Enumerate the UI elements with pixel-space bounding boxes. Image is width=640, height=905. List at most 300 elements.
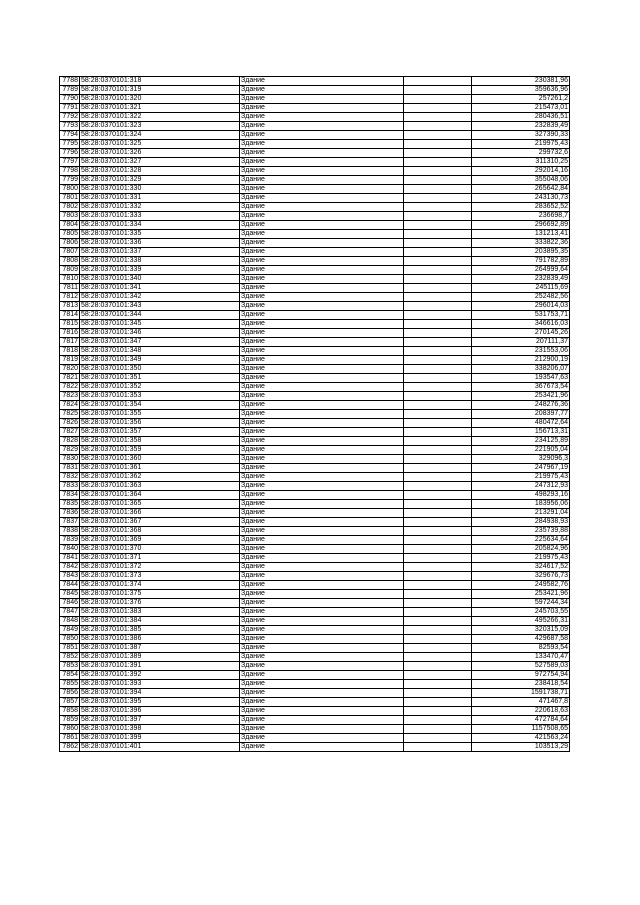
table-row xyxy=(60,158,570,167)
object-type: Здание xyxy=(240,590,404,599)
table-row xyxy=(60,509,570,518)
empty-cell xyxy=(404,212,472,221)
empty-cell xyxy=(404,374,472,383)
row-number: 7840 xyxy=(60,545,80,554)
cadastral-value: 972754,94 xyxy=(472,671,570,680)
row-number: 7836 xyxy=(60,509,80,518)
row-number: 7799 xyxy=(60,176,80,185)
table-row xyxy=(60,527,570,536)
table-row xyxy=(60,725,570,734)
cadastral-number: 58:28:0370101:368 xyxy=(80,527,240,536)
table-body xyxy=(60,77,570,752)
object-type: Здание xyxy=(240,221,404,230)
row-number: 7806 xyxy=(60,239,80,248)
cadastral-value: 219975,43 xyxy=(472,140,570,149)
table-row xyxy=(60,365,570,374)
cadastral-value: 212900,19 xyxy=(472,356,570,365)
table-row xyxy=(60,383,570,392)
row-number: 7824 xyxy=(60,401,80,410)
empty-cell xyxy=(404,653,472,662)
empty-cell xyxy=(404,617,472,626)
empty-cell xyxy=(404,707,472,716)
object-type: Здание xyxy=(240,257,404,266)
table-row xyxy=(60,581,570,590)
cadastral-table xyxy=(59,76,570,752)
cadastral-value: 257261,2 xyxy=(472,95,570,104)
cadastral-number: 58:28:0370101:356 xyxy=(80,419,240,428)
cadastral-number: 58:28:0370101:392 xyxy=(80,671,240,680)
cadastral-number: 58:28:0370101:363 xyxy=(80,482,240,491)
empty-cell xyxy=(404,581,472,590)
object-type: Здание xyxy=(240,275,404,284)
table-row xyxy=(60,473,570,482)
empty-cell xyxy=(404,509,472,518)
cadastral-number: 58:28:0370101:364 xyxy=(80,491,240,500)
cadastral-number: 58:28:0370101:331 xyxy=(80,194,240,203)
row-number: 7860 xyxy=(60,725,80,734)
row-number: 7845 xyxy=(60,590,80,599)
cadastral-value: 247967,19 xyxy=(472,464,570,473)
table-row xyxy=(60,455,570,464)
cadastral-value: 103513,29 xyxy=(472,743,570,752)
row-number: 7795 xyxy=(60,140,80,149)
row-number: 7810 xyxy=(60,275,80,284)
row-number: 7833 xyxy=(60,482,80,491)
cadastral-number: 58:28:0370101:396 xyxy=(80,707,240,716)
empty-cell xyxy=(404,149,472,158)
row-number: 7809 xyxy=(60,266,80,275)
cadastral-number: 58:28:0370101:391 xyxy=(80,662,240,671)
object-type: Здание xyxy=(240,509,404,518)
cadastral-value: 471467,8 xyxy=(472,698,570,707)
empty-cell xyxy=(404,626,472,635)
row-number: 7796 xyxy=(60,149,80,158)
cadastral-number: 58:28:0370101:323 xyxy=(80,122,240,131)
table-row xyxy=(60,266,570,275)
empty-cell xyxy=(404,329,472,338)
table-row xyxy=(60,707,570,716)
object-type: Здание xyxy=(240,401,404,410)
cadastral-number: 58:28:0370101:327 xyxy=(80,158,240,167)
table-row xyxy=(60,743,570,752)
row-number: 7819 xyxy=(60,356,80,365)
cadastral-value: 205824,96 xyxy=(472,545,570,554)
row-number: 7790 xyxy=(60,95,80,104)
empty-cell xyxy=(404,635,472,644)
row-number: 7854 xyxy=(60,671,80,680)
cadastral-value: 238418,54 xyxy=(472,680,570,689)
empty-cell xyxy=(404,680,472,689)
cadastral-value: 230381,96 xyxy=(472,77,570,86)
object-type: Здание xyxy=(240,473,404,482)
object-type: Здание xyxy=(240,482,404,491)
row-number: 7792 xyxy=(60,113,80,122)
empty-cell xyxy=(404,698,472,707)
empty-cell xyxy=(404,689,472,698)
cadastral-number: 58:28:0370101:324 xyxy=(80,131,240,140)
empty-cell xyxy=(404,257,472,266)
cadastral-number: 58:28:0370101:397 xyxy=(80,716,240,725)
table-row xyxy=(60,167,570,176)
cadastral-value: 225634,64 xyxy=(472,536,570,545)
table-row xyxy=(60,239,570,248)
table-row xyxy=(60,545,570,554)
table-row xyxy=(60,392,570,401)
table-row xyxy=(60,131,570,140)
empty-cell xyxy=(404,302,472,311)
cadastral-value: 1591738,71 xyxy=(472,689,570,698)
object-type: Здание xyxy=(240,329,404,338)
row-number: 7835 xyxy=(60,500,80,509)
row-number: 7817 xyxy=(60,338,80,347)
row-number: 7821 xyxy=(60,374,80,383)
table-row xyxy=(60,248,570,257)
row-number: 7850 xyxy=(60,635,80,644)
cadastral-value: 183956,06 xyxy=(472,500,570,509)
row-number: 7789 xyxy=(60,86,80,95)
cadastral-value: 1157508,65 xyxy=(472,725,570,734)
object-type: Здание xyxy=(240,239,404,248)
object-type: Здание xyxy=(240,644,404,653)
table-row xyxy=(60,86,570,95)
cadastral-number: 58:28:0370101:352 xyxy=(80,383,240,392)
cadastral-number: 58:28:0370101:339 xyxy=(80,266,240,275)
cadastral-number: 58:28:0370101:371 xyxy=(80,554,240,563)
cadastral-value: 215473,01 xyxy=(472,104,570,113)
row-number: 7826 xyxy=(60,419,80,428)
table-row xyxy=(60,464,570,473)
cadastral-number: 58:28:0370101:370 xyxy=(80,545,240,554)
cadastral-number: 58:28:0370101:394 xyxy=(80,689,240,698)
cadastral-number: 58:28:0370101:361 xyxy=(80,464,240,473)
cadastral-number: 58:28:0370101:325 xyxy=(80,140,240,149)
cadastral-value: 320315,09 xyxy=(472,626,570,635)
table-row xyxy=(60,122,570,131)
object-type: Здание xyxy=(240,581,404,590)
object-type: Здание xyxy=(240,194,404,203)
cadastral-number: 58:28:0370101:360 xyxy=(80,455,240,464)
object-type: Здание xyxy=(240,356,404,365)
empty-cell xyxy=(404,644,472,653)
cadastral-number: 58:28:0370101:401 xyxy=(80,743,240,752)
cadastral-value: 219975,43 xyxy=(472,554,570,563)
empty-cell xyxy=(404,320,472,329)
cadastral-value: 283652,52 xyxy=(472,203,570,212)
cadastral-number: 58:28:0370101:328 xyxy=(80,167,240,176)
object-type: Здание xyxy=(240,617,404,626)
cadastral-value: 232839,49 xyxy=(472,122,570,131)
object-type: Здание xyxy=(240,554,404,563)
cadastral-number: 58:28:0370101:398 xyxy=(80,725,240,734)
table-row xyxy=(60,689,570,698)
cadastral-value: 231553,06 xyxy=(472,347,570,356)
cadastral-value: 236698,7 xyxy=(472,212,570,221)
cadastral-number: 58:28:0370101:369 xyxy=(80,536,240,545)
empty-cell xyxy=(404,185,472,194)
table-row xyxy=(60,599,570,608)
table-row xyxy=(60,221,570,230)
row-number: 7812 xyxy=(60,293,80,302)
table-row xyxy=(60,203,570,212)
cadastral-number: 58:28:0370101:342 xyxy=(80,293,240,302)
row-number: 7839 xyxy=(60,536,80,545)
object-type: Здание xyxy=(240,248,404,257)
empty-cell xyxy=(404,284,472,293)
cadastral-number: 58:28:0370101:321 xyxy=(80,104,240,113)
table-row xyxy=(60,500,570,509)
cadastral-value: 324617,52 xyxy=(472,563,570,572)
row-number: 7811 xyxy=(60,284,80,293)
cadastral-number: 58:28:0370101:357 xyxy=(80,428,240,437)
cadastral-number: 58:28:0370101:351 xyxy=(80,374,240,383)
cadastral-number: 58:28:0370101:387 xyxy=(80,644,240,653)
empty-cell xyxy=(404,356,472,365)
object-type: Здание xyxy=(240,140,404,149)
cadastral-value: 531753,71 xyxy=(472,311,570,320)
empty-cell xyxy=(404,419,472,428)
cadastral-number: 58:28:0370101:374 xyxy=(80,581,240,590)
table-row xyxy=(60,716,570,725)
table-row xyxy=(60,635,570,644)
object-type: Здание xyxy=(240,707,404,716)
object-type: Здание xyxy=(240,95,404,104)
cadastral-value: 292014,16 xyxy=(472,167,570,176)
cadastral-number: 58:28:0370101:393 xyxy=(80,680,240,689)
table-row xyxy=(60,194,570,203)
row-number: 7861 xyxy=(60,734,80,743)
empty-cell xyxy=(404,266,472,275)
object-type: Здание xyxy=(240,563,404,572)
row-number: 7837 xyxy=(60,518,80,527)
cadastral-number: 58:28:0370101:348 xyxy=(80,347,240,356)
cadastral-number: 58:28:0370101:367 xyxy=(80,518,240,527)
cadastral-number: 58:28:0370101:355 xyxy=(80,410,240,419)
table-row xyxy=(60,698,570,707)
table-row xyxy=(60,77,570,86)
cadastral-number: 58:28:0370101:365 xyxy=(80,500,240,509)
row-number: 7844 xyxy=(60,581,80,590)
empty-cell xyxy=(404,464,472,473)
cadastral-number: 58:28:0370101:329 xyxy=(80,176,240,185)
empty-cell xyxy=(404,275,472,284)
cadastral-value: 131213,41 xyxy=(472,230,570,239)
object-type: Здание xyxy=(240,86,404,95)
object-type: Здание xyxy=(240,212,404,221)
row-number: 7838 xyxy=(60,527,80,536)
cadastral-number: 58:28:0370101:359 xyxy=(80,446,240,455)
cadastral-value: 284938,93 xyxy=(472,518,570,527)
object-type: Здание xyxy=(240,302,404,311)
object-type: Здание xyxy=(240,500,404,509)
row-number: 7849 xyxy=(60,626,80,635)
cadastral-number: 58:28:0370101:358 xyxy=(80,437,240,446)
row-number: 7803 xyxy=(60,212,80,221)
cadastral-number: 58:28:0370101:373 xyxy=(80,572,240,581)
table-row xyxy=(60,113,570,122)
cadastral-value: 359636,96 xyxy=(472,86,570,95)
object-type: Здание xyxy=(240,428,404,437)
cadastral-value: 329096,3 xyxy=(472,455,570,464)
row-number: 7793 xyxy=(60,122,80,131)
object-type: Здание xyxy=(240,599,404,608)
cadastral-value: 234125,89 xyxy=(472,437,570,446)
empty-cell xyxy=(404,590,472,599)
table-row xyxy=(60,95,570,104)
row-number: 7791 xyxy=(60,104,80,113)
object-type: Здание xyxy=(240,158,404,167)
empty-cell xyxy=(404,239,472,248)
cadastral-number: 58:28:0370101:354 xyxy=(80,401,240,410)
cadastral-number: 58:28:0370101:330 xyxy=(80,185,240,194)
cadastral-value: 221905,04 xyxy=(472,446,570,455)
cadastral-value: 270145,26 xyxy=(472,329,570,338)
table-row xyxy=(60,212,570,221)
row-number: 7825 xyxy=(60,410,80,419)
row-number: 7802 xyxy=(60,203,80,212)
cadastral-number: 58:28:0370101:383 xyxy=(80,608,240,617)
table-row xyxy=(60,338,570,347)
object-type: Здание xyxy=(240,545,404,554)
cadastral-number: 58:28:0370101:386 xyxy=(80,635,240,644)
row-number: 7830 xyxy=(60,455,80,464)
cadastral-number: 58:28:0370101:375 xyxy=(80,590,240,599)
cadastral-number: 58:28:0370101:350 xyxy=(80,365,240,374)
cadastral-number: 58:28:0370101:344 xyxy=(80,311,240,320)
object-type: Здание xyxy=(240,113,404,122)
cadastral-number: 58:28:0370101:341 xyxy=(80,284,240,293)
row-number: 7805 xyxy=(60,230,80,239)
cadastral-number: 58:28:0370101:385 xyxy=(80,626,240,635)
empty-cell xyxy=(404,131,472,140)
table-row xyxy=(60,176,570,185)
cadastral-value: 220618,63 xyxy=(472,707,570,716)
cadastral-value: 527589,03 xyxy=(472,662,570,671)
object-type: Здание xyxy=(240,491,404,500)
empty-cell xyxy=(404,113,472,122)
table-row xyxy=(60,374,570,383)
cadastral-value: 253421,96 xyxy=(472,590,570,599)
object-type: Здание xyxy=(240,77,404,86)
object-type: Здание xyxy=(240,293,404,302)
row-number: 7813 xyxy=(60,302,80,311)
row-number: 7834 xyxy=(60,491,80,500)
cadastral-number: 58:28:0370101:399 xyxy=(80,734,240,743)
cadastral-value: 235739,88 xyxy=(472,527,570,536)
cadastral-number: 58:28:0370101:332 xyxy=(80,203,240,212)
object-type: Здание xyxy=(240,419,404,428)
object-type: Здание xyxy=(240,338,404,347)
object-type: Здание xyxy=(240,149,404,158)
cadastral-value: 367673,54 xyxy=(472,383,570,392)
object-type: Здание xyxy=(240,131,404,140)
cadastral-value: 249582,76 xyxy=(472,581,570,590)
cadastral-number: 58:28:0370101:319 xyxy=(80,86,240,95)
cadastral-value: 264999,64 xyxy=(472,266,570,275)
cadastral-value: 247312,93 xyxy=(472,482,570,491)
empty-cell xyxy=(404,77,472,86)
table-row xyxy=(60,347,570,356)
cadastral-value: 346616,03 xyxy=(472,320,570,329)
object-type: Здание xyxy=(240,725,404,734)
object-type: Здание xyxy=(240,464,404,473)
cadastral-value: 213291,04 xyxy=(472,509,570,518)
cadastral-value: 248276,36 xyxy=(472,401,570,410)
empty-cell xyxy=(404,122,472,131)
table-row xyxy=(60,644,570,653)
empty-cell xyxy=(404,221,472,230)
empty-cell xyxy=(404,311,472,320)
empty-cell xyxy=(404,518,472,527)
empty-cell xyxy=(404,716,472,725)
empty-cell xyxy=(404,554,472,563)
empty-cell xyxy=(404,365,472,374)
table-row xyxy=(60,491,570,500)
cadastral-number: 58:28:0370101:334 xyxy=(80,221,240,230)
object-type: Здание xyxy=(240,365,404,374)
empty-cell xyxy=(404,248,472,257)
cadastral-value: 296014,03 xyxy=(472,302,570,311)
cadastral-number: 58:28:0370101:345 xyxy=(80,320,240,329)
cadastral-number: 58:28:0370101:366 xyxy=(80,509,240,518)
cadastral-number: 58:28:0370101:335 xyxy=(80,230,240,239)
cadastral-value: 472784,64 xyxy=(472,716,570,725)
row-number: 7856 xyxy=(60,689,80,698)
object-type: Здание xyxy=(240,167,404,176)
row-number: 7820 xyxy=(60,365,80,374)
cadastral-number: 58:28:0370101:349 xyxy=(80,356,240,365)
table-row xyxy=(60,518,570,527)
table-row xyxy=(60,617,570,626)
empty-cell xyxy=(404,572,472,581)
empty-cell xyxy=(404,293,472,302)
empty-cell xyxy=(404,446,472,455)
object-type: Здание xyxy=(240,716,404,725)
row-number: 7832 xyxy=(60,473,80,482)
cadastral-value: 252482,56 xyxy=(472,293,570,302)
object-type: Здание xyxy=(240,374,404,383)
table-row xyxy=(60,230,570,239)
cadastral-number: 58:28:0370101:347 xyxy=(80,338,240,347)
row-number: 7827 xyxy=(60,428,80,437)
empty-cell xyxy=(404,392,472,401)
object-type: Здание xyxy=(240,662,404,671)
cadastral-number: 58:28:0370101:340 xyxy=(80,275,240,284)
row-number: 7794 xyxy=(60,131,80,140)
row-number: 7841 xyxy=(60,554,80,563)
row-number: 7847 xyxy=(60,608,80,617)
row-number: 7804 xyxy=(60,221,80,230)
row-number: 7859 xyxy=(60,716,80,725)
object-type: Здание xyxy=(240,266,404,275)
cadastral-number: 58:28:0370101:338 xyxy=(80,257,240,266)
object-type: Здание xyxy=(240,347,404,356)
empty-cell xyxy=(404,338,472,347)
row-number: 7797 xyxy=(60,158,80,167)
table-row xyxy=(60,446,570,455)
cadastral-value: 597244,34 xyxy=(472,599,570,608)
table-row xyxy=(60,572,570,581)
object-type: Здание xyxy=(240,536,404,545)
table-row xyxy=(60,428,570,437)
table-row xyxy=(60,185,570,194)
cadastral-value: 327390,33 xyxy=(472,131,570,140)
row-number: 7853 xyxy=(60,662,80,671)
cadastral-number: 58:28:0370101:337 xyxy=(80,248,240,257)
row-number: 7831 xyxy=(60,464,80,473)
cadastral-number: 58:28:0370101:372 xyxy=(80,563,240,572)
object-type: Здание xyxy=(240,311,404,320)
cadastral-number: 58:28:0370101:346 xyxy=(80,329,240,338)
